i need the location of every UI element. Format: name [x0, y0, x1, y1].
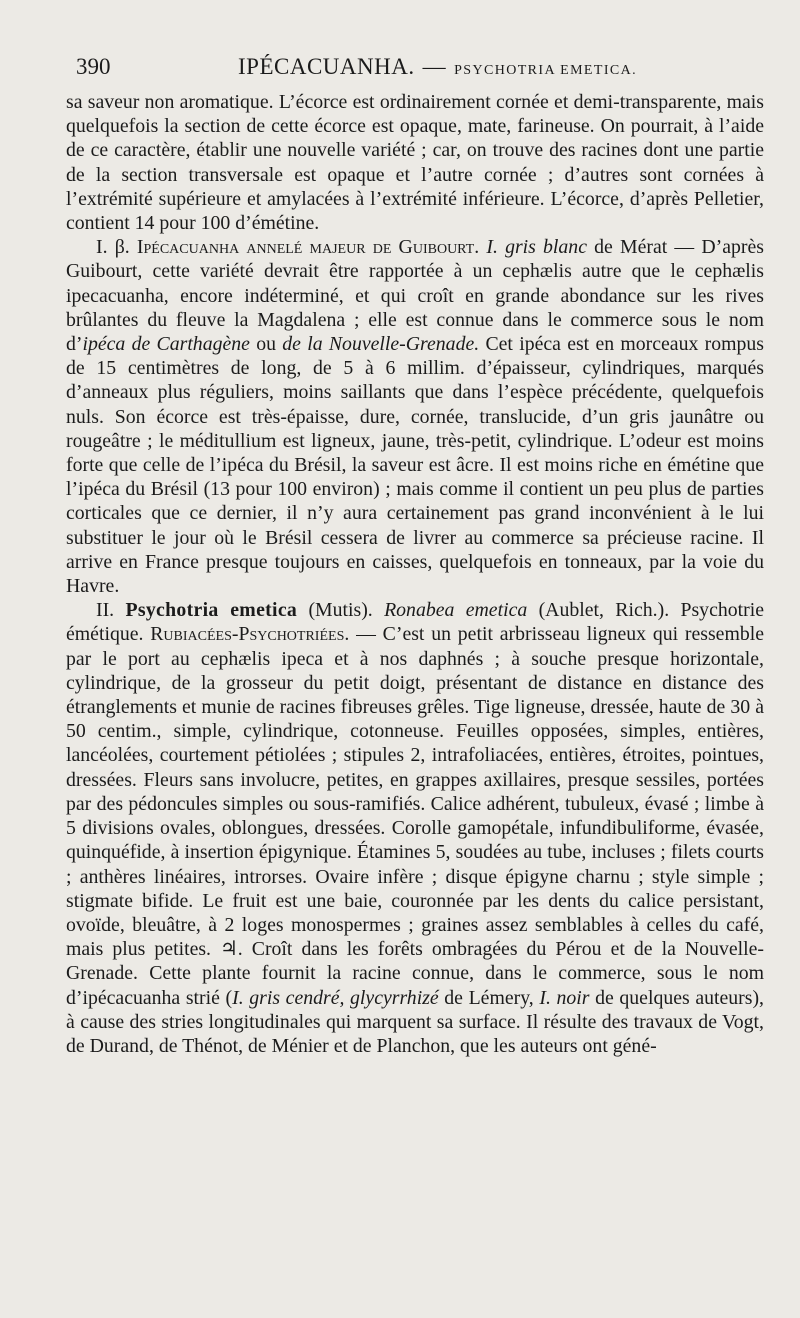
paragraph-text: de quelques auteurs), à cause des stries longitudinales qui marquent sa surface. Il résulte des travaux de Vogt, de Durand, de Thénot, de Ménier et de Planchon, que les auteurs ont géné-: [66, 986, 764, 1057]
paragraph-continuation: sa saveur non aromatique. L’écorce est ordinairement cornée et demi-transparente, mais quelquefois la section de cette écorce est opaque, mate, farineuse. On pourrait, à l’aide de ce caractère, établir une nouvelle variété ; car, on trouve des racines dont une partie de la section transversale est opaque et l’autre cornée ; d’autres sont cornées à l’extrémité supérieure et amylacées à l’extrémité inférieure. L’écorce, d’après Pelletier, contient 14 pour 100 d’émétine.: [66, 91, 764, 235]
body-text: [66, 90, 764, 1058]
family-name: Rubiacées-Psychotriées.: [150, 623, 350, 646]
synonym: I. gris cendré, glycyrrhizé: [232, 986, 439, 1009]
section-number: I. β.: [96, 236, 130, 259]
section-number: II.: [96, 599, 115, 622]
paragraph-ipecacuanha-annele: [66, 235, 764, 598]
species-name: Psychotria emetica: [125, 599, 298, 622]
paragraph-text: (Aublet, Rich.). Psychotrie émétique.: [66, 599, 764, 646]
paragraph-text: de Mérat — D’après Guibourt, cette variété devrait être rapportée à un cephælis autre que le cephælis ipecacuanha, encore indéterminé, et qui croît en grande abondance sur les rives brûlantes du fleuve la Magdalena ; elle est connue dans le commerce sous le nom d’: [66, 236, 764, 356]
page-number: 390: [76, 54, 111, 79]
running-head-separator: —: [422, 54, 447, 79]
paragraph-text: — C’est un petit arbrisseau ligneux qui ressemble par le port au cephælis ipeca et à nos daphnés ; à souche presque horizontale, cylindrique, de la grosseur du petit doigt, présentant de distance en distance des étranglements et munie de racines fibreuses grêles. Tige ligneuse, dressée, haute de 30 à 50 centim., simple, cylindrique, cotonneuse. Feuilles opposées, simples, entières, lancéolées, courtement pétiolées ; stipules 2, intrafoliacées, entières, étroites, pointues, dressées. Fleurs sans involucre, petites, en grappes axillaires, presque sessiles, portées par des pédoncules simples ou sous-ramifiés. Calice adhérent, tubuleux, évasé ; limbe à 5 divisions ovales, oblongues, dressées. Corolle gamopétale, infundibuliforme, évasée, quinquéfide, à insertion épigynique. Étamines 5, soudées au tube, incluses ; filets courts ; anthères linéaires, introrses. Ovaire infère ; disque épigyne charnu ; style simple ; stigmate bifide. Le fruit est une baie, couronnée par les dents du calice persistant, ovoïde, bleuâtre, à 2 loges monospermes ; graines assez semblables à celles du café, mais plus petites. ♃. Croît dans les forêts ombragées du Pérou et de la Nouvelle-Grenade. Cette plante fournit la racine connue, dans le commerce, sous le nom d’ipécacuanha strié (: [66, 623, 764, 1009]
running-head: [238, 54, 637, 80]
paragraph-text: (Mutis).: [297, 599, 385, 622]
synonym: Ronabea emetica: [384, 599, 528, 622]
paragraph-text: de Lémery,: [438, 986, 540, 1009]
synonym: I. noir: [539, 986, 590, 1009]
paragraph-text: ou: [249, 333, 283, 356]
paragraph-text: Cet ipéca est en morceaux rompus de 15 centimètres de long, de 5 à 6 millim. d’épaisseur, cylindriques, marqués d’anneaux plus réguliers, moins saillants que dans l’espèce précédente, quelquefois nuls. Son écorce est très-épaisse, dure, cornée, translucide, d’un gris jaunâtre ou rougeâtre ; le méditullium est ligneux, jaune, très-petit, cylindrique. L’odeur est moins forte que celle de l’ipéca du Brésil, la saveur est âcre. Il est moins riche en émétine que l’ipéca du Brésil (13 pour 100 environ) ; mais comme il contient un peu plus de parties corticales que ce dernier, il n’y aura certainement pas grand inconvénient à le lui substituer le jour où le Brésil cessera de livrer au commerce sa précieuse racine. Il arrive en France presque toujours en caisses, quelquefois en tonneaux, par la voie du Havre.: [66, 333, 764, 598]
synonym: I. gris blanc: [486, 236, 587, 259]
synonym: de la Nouvelle-Grenade.: [282, 333, 480, 356]
running-head-title: IPÉCACUANHA.: [238, 54, 415, 79]
page-header: [66, 50, 764, 90]
synonym: ipéca de Carthagène: [82, 333, 250, 356]
section-heading: Ipécacuanha annelé majeur de Guibourt.: [136, 236, 480, 259]
paragraph-psychotria-emetica: [66, 598, 764, 1058]
running-head-subtitle: PSYCHOTRIA EMETICA.: [454, 63, 638, 78]
